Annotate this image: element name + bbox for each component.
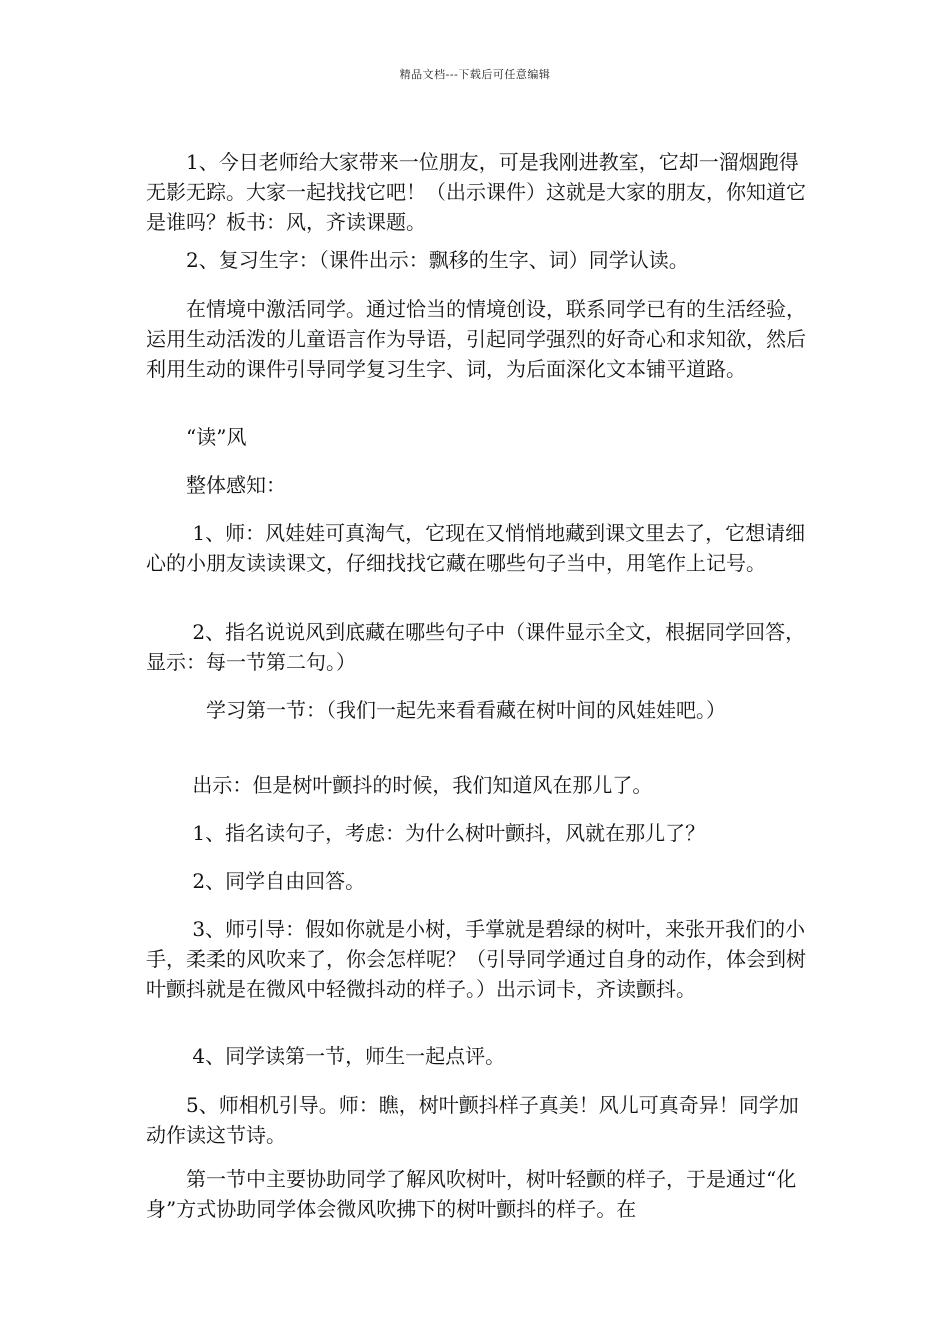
paragraph-5: 2、指名说说风到底藏在哪些句子中（课件显示全文，根据同学回答，显示：每一节第二句。） [146, 620, 806, 674]
paragraph-1: 1、今日老师给大家带来一位朋友，可是我刚进教室，它却一溜烟跑得无影无踪。大家一起找找它吧！（出示课件）这就是大家的朋友，你知道它是谁吗？板书：风，齐读课题。 [146, 150, 806, 234]
page-header: 精品文档---下载后可任意编辑 [399, 68, 551, 81]
paragraph-2: 2、复习生字：（课件出示：飘移的生字、词）同学认读。 [146, 248, 689, 272]
paragraph-11: 4、同学读第一节，师生一起点评。 [146, 1044, 506, 1068]
paragraph-6: 学习第一节：（我们一起先来看看藏在树叶间的风娃娃吧。） [146, 698, 726, 722]
paragraph-12: 5、师相机引导。师：瞧，树叶颤抖样子真美！风儿可真奇异！同学加动作读这节诗。 [146, 1093, 799, 1147]
paragraph-10: 3、师引导：假如你就是小树，手掌就是碧绿的树叶，来张开我们的小手，柔柔的风吹来了，你会怎样呢？（引导同学通过自身的动作，体会到树叶颤抖就是在微风中轻微抖动的样子。）出示词卡，齐读颤抖。 [146, 917, 806, 1001]
paragraph-3: 在情境中激活同学。通过恰当的情境创设，联系同学已有的生活经验，运用生动活泼的儿童语言作为导语，引起同学强烈的好奇心和求知欲，然后利用生动的课件引导同学复习生字、词，为后面深化文本铺平道路。 [146, 297, 806, 381]
paragraph-8: 1、指名读句子，考虑：为什么树叶颤抖，风就在那儿了？ [146, 821, 706, 845]
paragraph-9: 2、同学自由回答。 [146, 869, 366, 893]
paragraph-4: 1、师：风娃娃可真淘气，它现在又悄悄地藏到课文里去了，它想请细心的小朋友读读课文，仔细找找它藏在哪些句子当中，用笔作上记号。 [146, 521, 806, 575]
section-heading-read-wind: “读”风 [146, 425, 247, 449]
paragraph-overall-perception: 整体感知： [146, 473, 286, 497]
paragraph-7: 出示：但是树叶颤抖的时候，我们知道风在那儿了。 [146, 773, 653, 797]
paragraph-13: 第一节中主要协助同学了解风吹树叶，树叶轻颤的样子，于是通过“化身”方式协助同学体会微风吹拂下的树叶颤抖的样子。在 [146, 1167, 797, 1221]
